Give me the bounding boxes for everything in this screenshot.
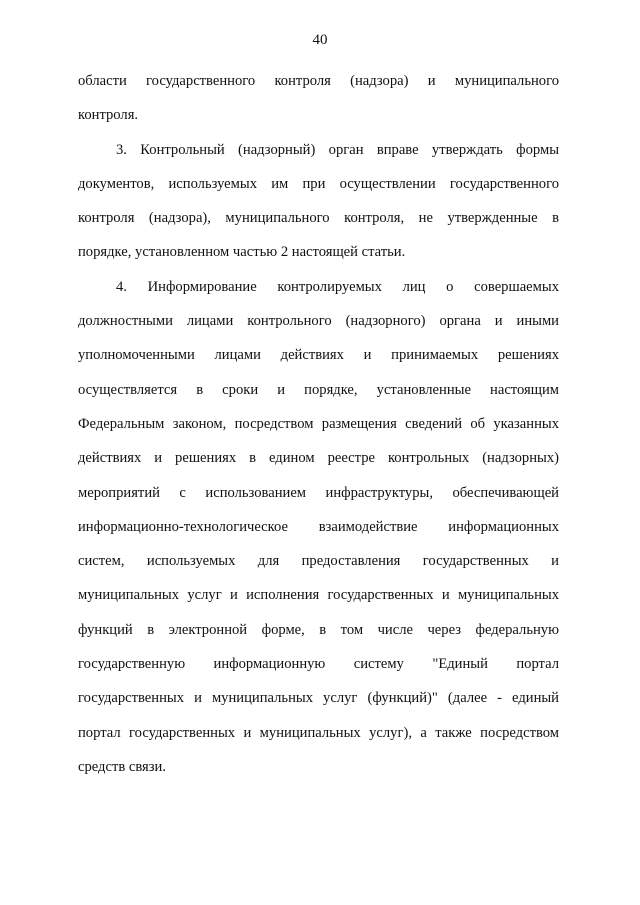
text-line: действиях и решениях в едином реестре контрольных (надзорных) (78, 450, 559, 467)
page-number: 40 (312, 32, 328, 48)
text-line: области государственного контроля (надзора) и муниципального (78, 73, 559, 89)
document-body (78, 70, 559, 790)
paragraph-continuation (78, 70, 559, 139)
text-line: 3. Контрольный (надзорный) орган вправе утверждать формы (116, 141, 559, 158)
text-line: осуществляется в сроки и порядке, установленные настоящим (78, 381, 559, 398)
text-line: средств связи. (78, 758, 166, 775)
paragraph-item-3 (78, 139, 559, 276)
text-line: государственную информационную систему "Единый портал (78, 656, 559, 673)
text-line: должностными лицами контрольного (надзорного) органа и иными (78, 313, 559, 330)
text-line: муниципальных услуг и исполнения государственных и муниципальных (78, 587, 559, 604)
text-line: 4. Информирование контролируемых лиц о совершаемых (116, 278, 559, 295)
text-line: государственных и муниципальных услуг (функций)" (далее - единый (78, 690, 559, 707)
text-line: мероприятий с использованием инфраструктуры, обеспечивающей (78, 484, 559, 501)
paragraph-item-4 (78, 276, 559, 790)
text-line: порядке, установленном частью 2 настоящей статьи. (78, 244, 406, 261)
text-line: Федеральным законом, посредством размещения сведений об указанных (78, 415, 559, 432)
text-line: контроля (надзора), муниципального контроля, не утвержденные в (78, 210, 559, 227)
text-line: уполномоченными лицами действиях и принимаемых решениях (78, 347, 559, 364)
text-line: портал государственных и муниципальных услуг), а также посредством (78, 724, 559, 741)
text-line: функций в электронной форме, в том числе через федеральную (78, 621, 559, 638)
text-line: информационно-технологическое взаимодействие информационных (78, 518, 559, 535)
text-line: контроля. (78, 107, 139, 124)
text-line: документов, используемых им при осуществлении государственного (78, 175, 559, 192)
text-line: систем, используемых для предоставления государственных и (78, 553, 559, 570)
